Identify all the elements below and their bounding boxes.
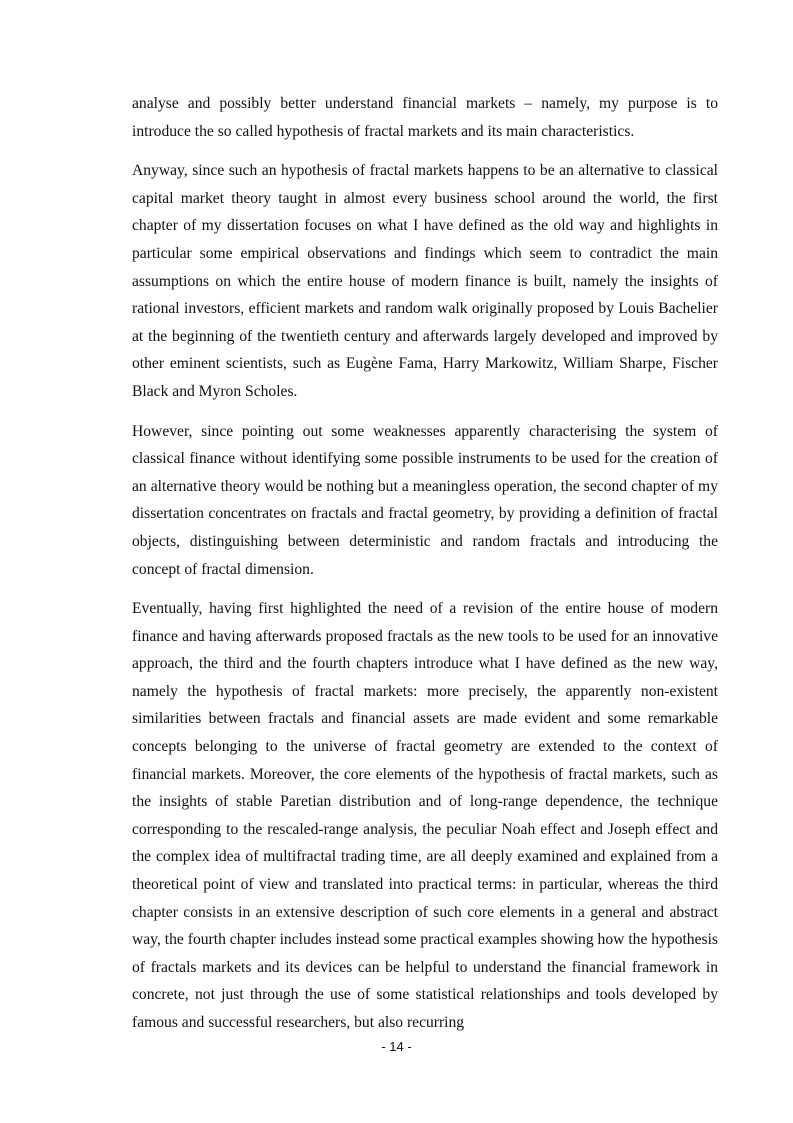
paragraph-1: analyse and possibly better understand financial markets – namely, my purpose is to introduce the so called hypothesis of fractal markets and its main characteristics. — [132, 95, 718, 140]
document-page — [132, 90, 718, 1090]
paragraph-4: Eventually, having first highlighted the need of a revision of the entire house of modern finance and having afterwards proposed fractals as the new tools to be used for an innovative approach, the third and the fourth chapters introduce what I have defined as the new way, namely the hypothesis of fractal markets: more precisely, the apparently non-existent similarities between fractals and financial assets are made evident and some remarkable concepts belonging to the universe of fractal geometry are extended to the context of financial markets. Moreover, the core elements of the hypothesis of fractal markets, such as the insights of stable Paretian distribution and of long-range dependence, the technique corresponding to the rescaled-range analysis, the peculiar Noah effect and Joseph effect and the complex idea of multifractal trading time, are all deeply examined and explained from a theoretical point of view and translated into practical terms: in particular, whereas the third chapter consists in an extensive description of such core elements in a general and abstract way, the fourth chapter includes instead some practical examples showing how the hypothesis of fractals markets and its devices can be helpful to understand the financial framework in concrete, not just through the use of some statistical relationships and tools developed by famous and successful researchers, but also recurring — [132, 600, 718, 1031]
page-number: - 14 - — [381, 1039, 412, 1054]
paragraph-3: However, since pointing out some weaknesses apparently characterising the system of classical finance without identifying some possible instruments to be used for the creation of an alternative theory would be nothing but a meaningless operation, the second chapter of my dissertation concentrates on fractals and fractal geometry, by providing a definition of fractal objects, distinguishing between deterministic and random fractals and introducing the concept of fractal dimension. — [132, 422, 718, 578]
paragraph-2: Anyway, since such an hypothesis of fractal markets happens to be an alternative to classical capital market theory taught in almost every business school around the world, the first chapter of my dissertation focuses on what I have defined as the old way and highlights in particular some empirical observations and findings which seem to contradict the main assumptions on which the entire house of modern finance is built, namely the insights of rational investors, efficient markets and random walk originally proposed by Louis Bachelier at the beginning of the twentieth century and afterwards largely developed and improved by other eminent scientists, such as Eugène Fama, Harry Markowitz, William Sharpe, Fischer Black and Myron Scholes. — [132, 162, 718, 400]
